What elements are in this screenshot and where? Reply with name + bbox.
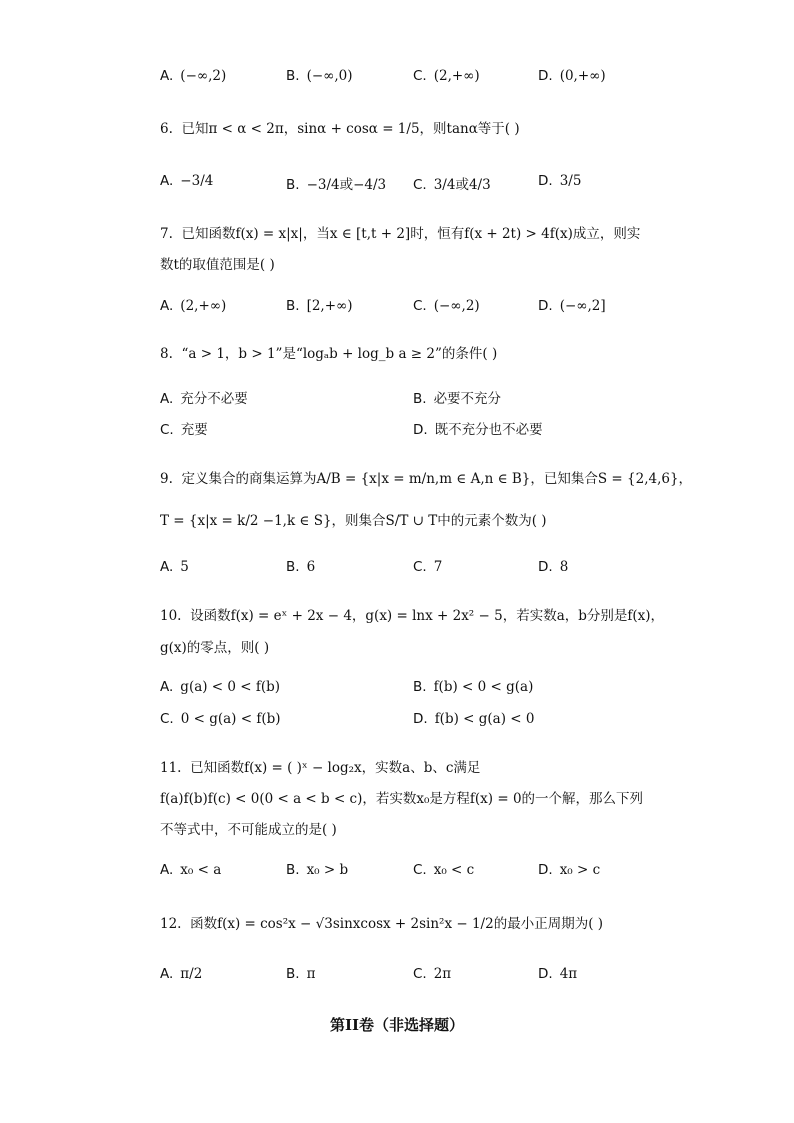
- option-10d: D. f(b) < g(a) < 0: [413, 711, 535, 727]
- question-7-text: 7. 已知函数f(x) = x|x|，当x ∈ [t,t + 2]时，恒有f(x + 2t) > 4f(x)成立，则实: [160, 226, 641, 242]
- option-6a: A. −3/4: [160, 173, 214, 189]
- option-12a: A. π/2: [160, 966, 203, 982]
- question-6-text: 6. 已知π < α < 2π，sinα + cosα = 1/5，则tanα等于( ): [160, 121, 520, 137]
- option-10b: B. f(b) < 0 < g(a): [413, 679, 534, 695]
- option-6b: B. −3/4或−4/3: [286, 177, 387, 193]
- option-5b: B. (−∞,0): [286, 68, 353, 84]
- option-11a: A. x₀ < a: [160, 862, 222, 878]
- question-10-text-line2: g(x)的零点，则( ): [160, 640, 270, 656]
- option-12c: C. 2π: [413, 966, 452, 982]
- option-11b: B. x₀ > b: [286, 862, 349, 878]
- question-11-text: 11. 已知函数f(x) = ( )ˣ − log₂x，实数a、b、c满足: [160, 760, 481, 776]
- question-8-text: 8. “a > 1，b > 1”是“logₐb + log_b a ≥ 2”的条件( ): [160, 346, 498, 362]
- option-11d: D. x₀ > c: [538, 862, 601, 878]
- option-12d: D. 4π: [538, 966, 578, 982]
- question-12-text: 12. 函数f(x) = cos²x − √3sinxcosx + 2sin²x − 1/2的最小正周期为( ): [160, 916, 604, 932]
- option-7b: B. [2,+∞): [286, 298, 353, 314]
- option-7d: D. (−∞,2]: [538, 298, 606, 314]
- option-9b: B. 6: [286, 559, 316, 575]
- question-10-text: 10. 设函数f(x) = eˣ + 2x − 4，g(x) = lnx + 2x² − 5，若实数a，b分别是f(x)，: [160, 608, 665, 624]
- option-5d: D. (0,+∞): [538, 68, 606, 84]
- option-9c: C. 7: [413, 559, 443, 575]
- option-5c: C. (2,+∞): [413, 68, 480, 84]
- option-7c: C. (−∞,2): [413, 298, 480, 314]
- question-9-text: 9. 定义集合的商集运算为A/B = {x|x = m/n,m ∈ A,n ∈ B}，已知集合S = {2,4,6}，: [160, 471, 693, 487]
- option-5a: A. (−∞,2): [160, 68, 227, 84]
- option-9d: D. 8: [538, 559, 569, 575]
- question-11-text-line3: 不等式中，不可能成立的是( ): [160, 822, 337, 838]
- option-8d: D. 既不充分也不必要: [413, 422, 543, 438]
- option-8a: A. 充分不必要: [160, 391, 248, 407]
- option-9a: A. 5: [160, 559, 189, 575]
- option-7a: A. (2,+∞): [160, 298, 227, 314]
- section-title: 第II卷（非选择题）: [329, 1016, 465, 1034]
- option-6c: C. 3/4或4/3: [413, 177, 491, 193]
- question-11-text-line2: f(a)f(b)f(c) < 0(0 < a < b < c)，若实数x₀是方程f(x) = 0的一个解，那么下列: [160, 791, 644, 807]
- option-10c: C. 0 < g(a) < f(b): [160, 711, 281, 727]
- question-9-text-line2: T = {x|x = k/2 −1,k ∈ S}，则集合S/T ∪ T中的元素个数为( ): [160, 513, 547, 529]
- option-12b: B. π: [286, 966, 316, 982]
- option-8b: B. 必要不充分: [413, 391, 502, 407]
- option-6d: D. 3/5: [538, 173, 582, 189]
- option-8c: C. 充要: [160, 422, 208, 438]
- question-7-text-line2: 数t的取值范围是( ): [160, 257, 275, 273]
- option-11c: C. x₀ < c: [413, 862, 475, 878]
- option-10a: A. g(a) < 0 < f(b): [160, 679, 281, 695]
